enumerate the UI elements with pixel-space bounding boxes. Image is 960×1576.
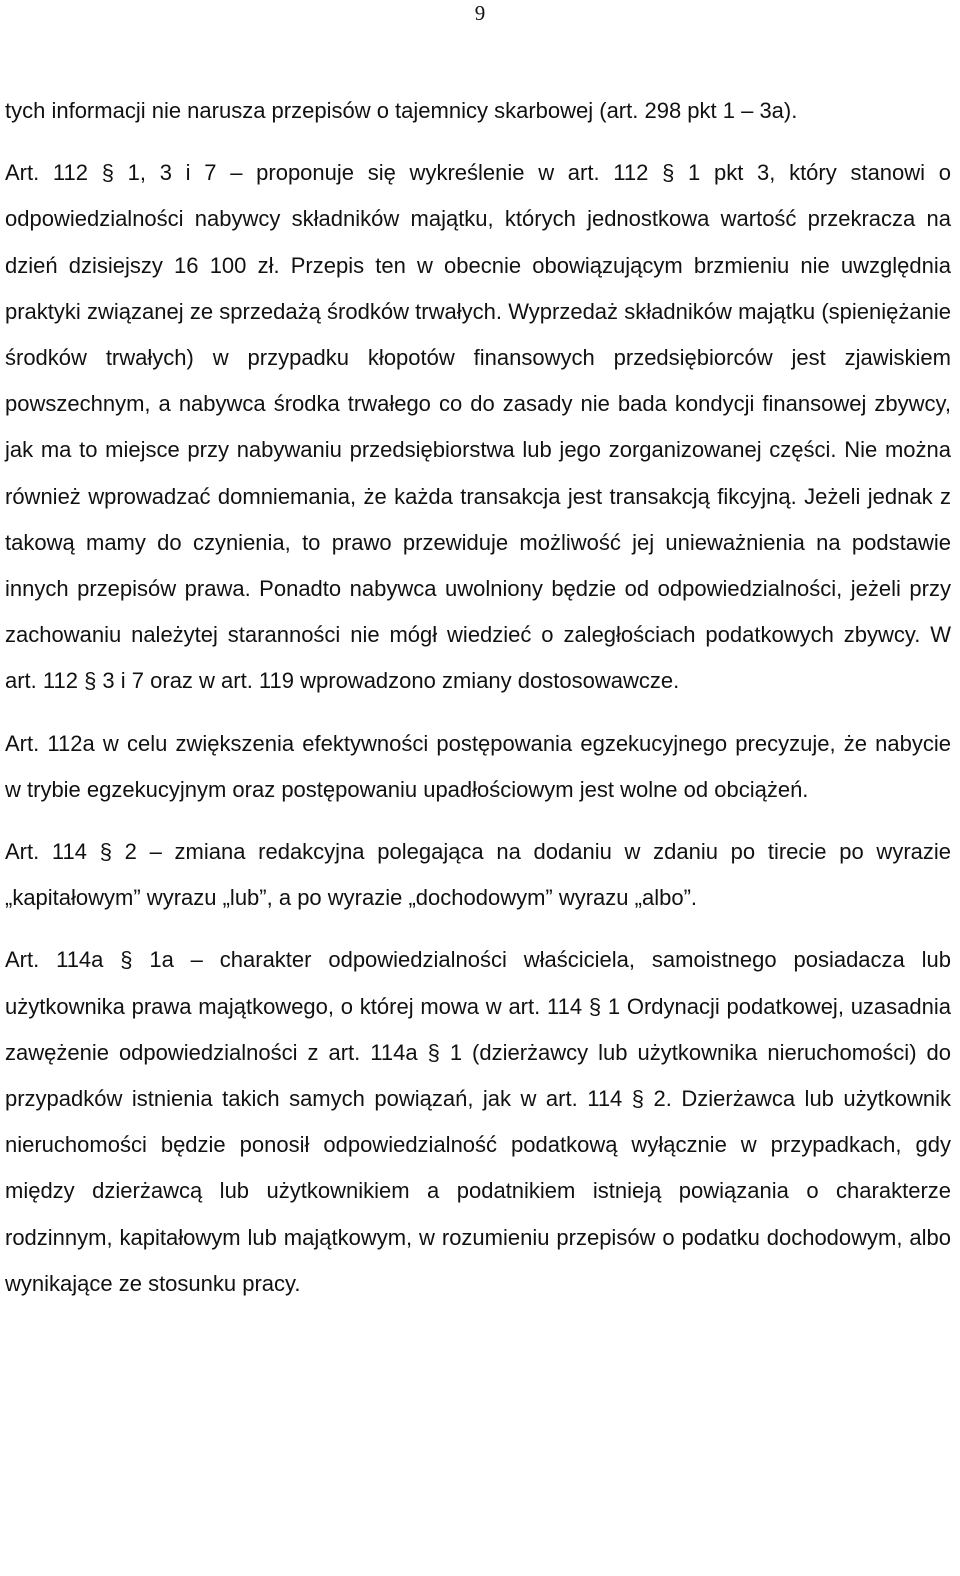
document-body xyxy=(5,88,951,1307)
paragraph-art-112: Art. 112 § 1, 3 i 7 – proponuje się wykreślenie w art. 112 § 1 pkt 3, który stanowi o odpowiedzialności nabywcy składników majątku, których jednostkowa wartość przekracza na dzień dzisiejszy 16 100 zł. Przepis ten w obecnie obowiązującym brzmieniu nie uwzględnia praktyki związanej ze sprzedażą środków trwałych. Wyprzedaż składników majątku (spieniężanie środków trwałych) w przypadku kłopotów finansowych przedsiębiorców jest zjawiskiem powszechnym, a nabywca środka trwałego co do zasady nie bada kondycji finansowej zbywcy, jak ma to miejsce przy nabywaniu przedsiębiorstwa lub jego zorganizowanej części. Nie można również wprowadzać domniemania, że każda transakcja jest transakcją fikcyjną. Jeżeli jednak z takową mamy do czynienia, to prawo przewiduje możliwość jej unieważnienia na podstawie innych przepisów prawa. Ponadto nabywca uwolniony będzie od odpowiedzialności, jeżeli przy zachowaniu należytej staranności nie mógł wiedzieć o zaległościach podatkowych zbywcy. W art. 112 § 3 i 7 oraz w art. 119 wprowadzono zmiany dostosowawcze. xyxy=(5,160,951,694)
paragraph-art-114a: Art. 114a § 1a – charakter odpowiedzialności właściciela, samoistnego posiadacza lub użytkownika prawa majątkowego, o której mowa w art. 114 § 1 Ordynacji podatkowej, uzasadnia zawężenie odpowiedzialności z art. 114a § 1 (dzierżawcy lub użytkownika nieruchomości) do przypadków istnienia takich samych powiązań, jak w art. 114 § 2. Dzierżawca lub użytkownik nieruchomości będzie ponosił odpowiedzialność podatkową wyłącznie w przypadkach, gdy między dzierżawcą lub użytkownikiem a podatnikiem istnieją powiązania o charakterze rodzinnym, kapitałowym lub majątkowym, w rozumieniu przepisów o podatku dochodowym, albo wynikające ze stosunku pracy. xyxy=(5,947,951,1296)
paragraph-art-112a: Art. 112a w celu zwiększenia efektywności postępowania egzekucyjnego precyzuje, że nabycie w trybie egzekucyjnym oraz postępowaniu upadłościowym jest wolne od obciążeń. xyxy=(5,730,951,802)
page-number: 9 xyxy=(474,1,486,25)
paragraph-continuation: tych informacji nie narusza przepisów o tajemnicy skarbowej (art. 298 pkt 1 – 3a). xyxy=(5,98,798,123)
paragraph-art-114: Art. 114 § 2 – zmiana redakcyjna polegająca na dodaniu w zdaniu po tirecie po wyrazie „kapitałowym” wyrazu „lub”, a po wyrazie „dochodowym” wyrazu „albo”. xyxy=(5,839,951,911)
